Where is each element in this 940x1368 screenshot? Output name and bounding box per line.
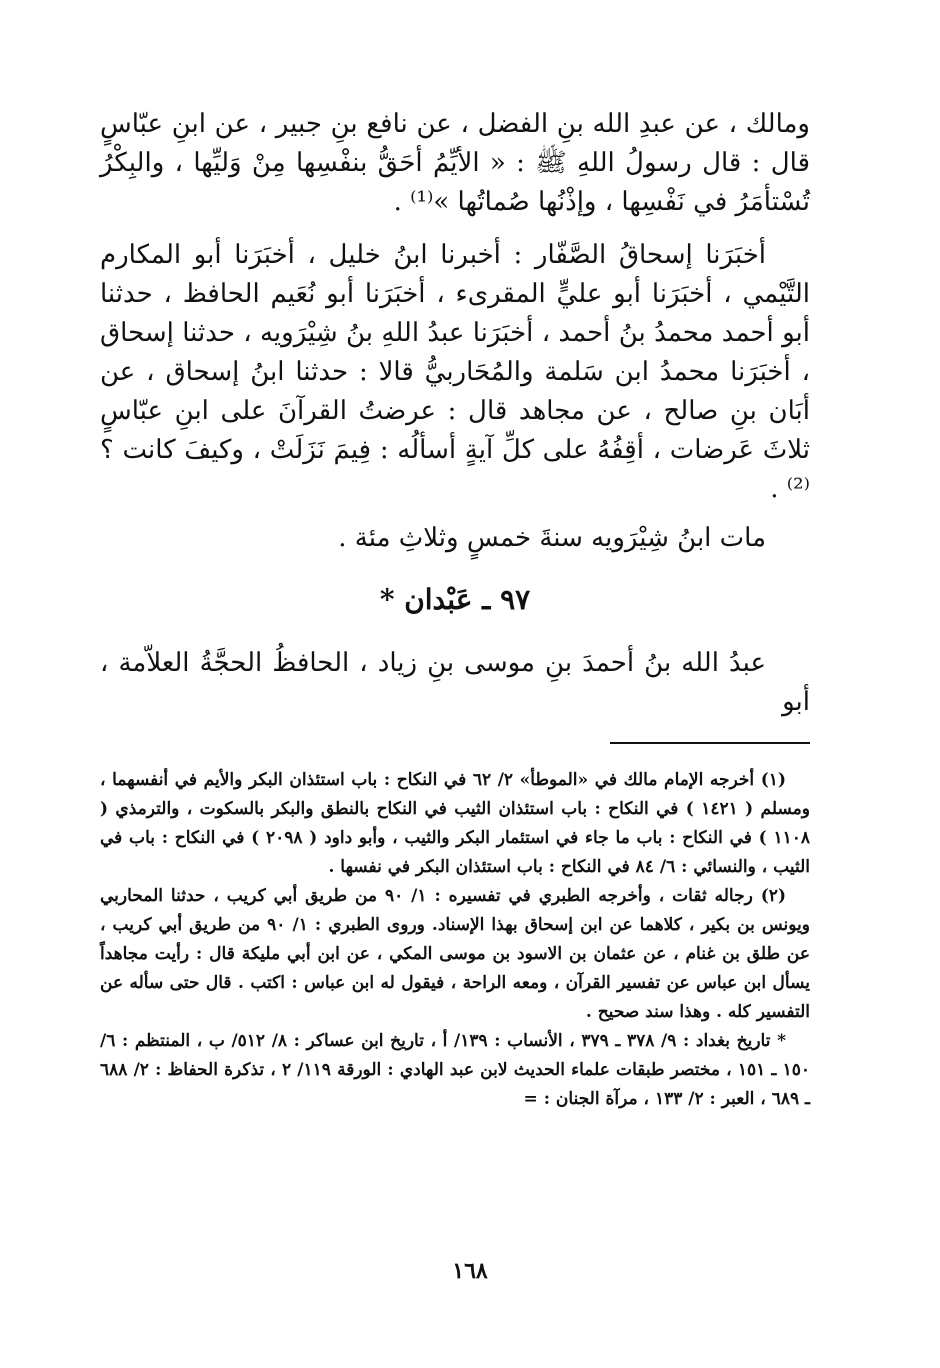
page-number: ١٦٨ [452,1258,488,1284]
footnote-sources: * تاريخ بغداد : ٩/ ٣٧٨ ـ ٣٧٩ ، الأنساب : ١٣٩/ أ ، تاريخ ابن عساكر : ٨/ ٥١٢/ ب ، المنتظم : ٦/ ١٥٠ ـ ١٥١ ، مختصر طبقات علماء الحديث لابن عبد الهادي : الورقة ١١٩/ ٢ ، تذكرة الحفاظ : ٢/ ٦٨٨ ـ ٦٨٩ ، العبر : ٢/ ١٣٣ ، مرآة الجنان : = [100,1031,810,1109]
section-title: ٩٧ ـ عَبْدان * [379,583,531,616]
footnote-1: (١) أخرجه الإمام مالك في «الموطأ» ٢/ ٦٢ في النكاح : باب استئذان البكر والأيم في أنفسهما ، ومسلم ( ١٤٢١ ) في النكاح : باب استئذان الثيب في النكاح بالنطق والبكر بالسكوت ، والترمذي ( ١١٠٨ ) في النكاح : باب ما جاء في استئمار البكر والثيب ، وأبو داود ( ٢٠٩٨ ) في النكاح : باب في الثيب ، والنسائي : ٦/ ٨٤ في النكاح : باب استئذان البكر في نفسها . [100,770,810,877]
paragraph-biography: عبدُ الله بنُ أحمدَ بنِ موسى بنِ زياد ، الحافظُ الحجَّةُ العلاّمة ، أبو [100,648,810,717]
paragraph-hadith: ومالك ، عن عبدِ الله بنِ الفضل ، عن نافع بنِ جبير ، عن ابنِ عبّاسٍ قال : قال رسولُ اللهِ ﷺ : « الأيِّمُ أحَقُّ بنفْسِها مِنْ وَليِّها ، والبِكْرُ تُسْتأمَرُ في نَفْسِها ، وإذْنُها صُماتُها »⁽¹⁾ . [100,109,810,217]
main-text [100,105,810,722]
footnote-2: (٢) رجاله ثقات ، وأخرجه الطبري في تفسيره : ١/ ٩٠ من طريق أبي كريب ، حدثنا المحاربي ويونس بن بكير ، كلاهما عن ابن إسحاق بهذا الإسناد. وروى الطبري : ١/ ٩٠ من طريق أبي كريب ، عن طلق بن غنام ، عن عثمان بن الاسود بن موسى المكي ، عن ابن أبي مليكة قال : رأيت مجاهداً يسأل ابن عباس عن تفسير القرآن ، ومعه الراحة ، فيقول له ابن عباس : اكتب . قال حتى سأله عن التفسير كله . وهذا سند صحيح . [100,886,810,1022]
paragraph-isnad: أخبَرَنا إسحاقُ الصَّفّار : أخبرنا ابنُ خليل ، أخبَرَنا أبو المكارم التَّيْمي ، أخبَرَنا أبو عليٍّ المقرىء ، أخبَرَنا أبو نُعَيم الحافظ ، حدثنا أبو أحمد محمدُ بنُ أحمد ، أخبَرَنا عبدُ اللهِ بنُ شِيْرَويه ، حدثنا إسحاق ، أخبَرَنا محمدُ ابن سَلمة والمُحَاربيُّ قالا : حدثنا ابنُ إسحاق ، عن أبَان بنِ صالح ، عن مجاهد قال : عرضتُ القرآنَ على ابنِ عبّاسٍ ثلاثَ عَرضات ، أقِفُهُ على كلِّ آيةٍ أسألُه : فِيمَ نَزَلَتْ ، وكيفَ كانت ؟⁽²⁾ . [100,240,810,504]
page-content [100,105,810,1114]
footnotes [100,766,810,1114]
paragraph-death-note: مات ابنُ شِيْرَويه سنةَ خمسٍ وثلاثِ مئة . [338,523,766,553]
footnote-divider [610,742,810,744]
